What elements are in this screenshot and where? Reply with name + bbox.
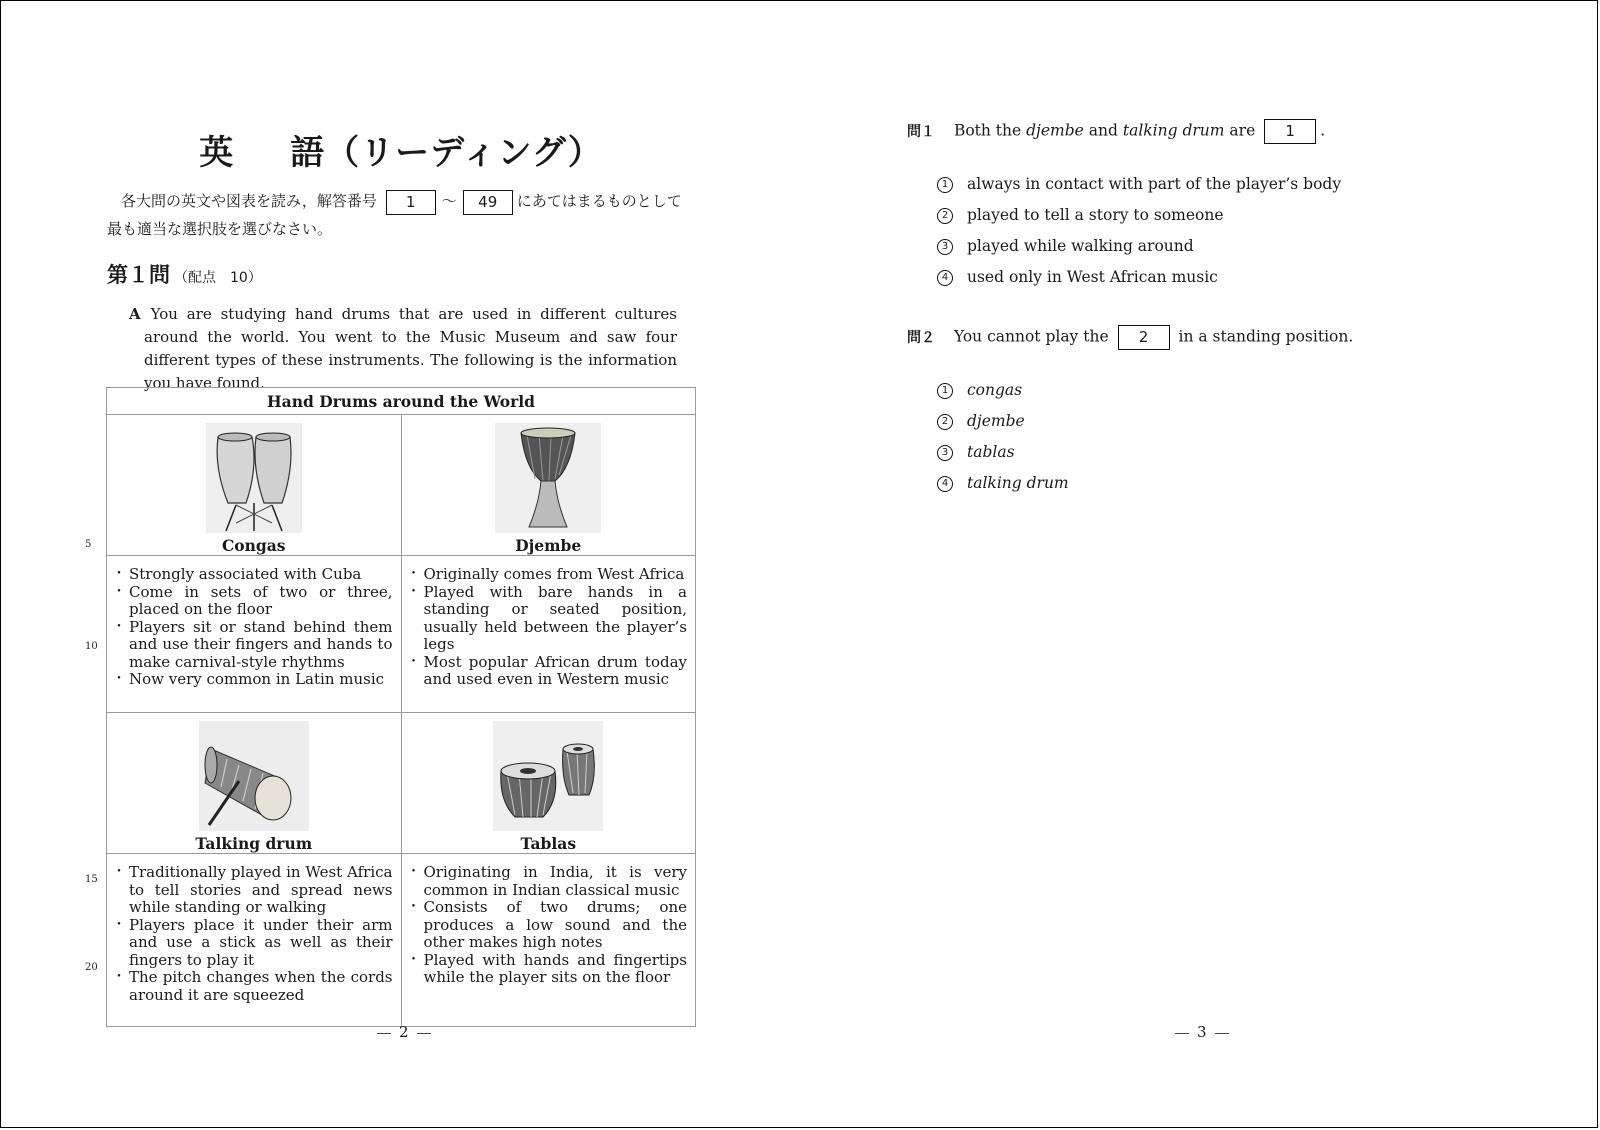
line-number: 5 bbox=[85, 539, 92, 550]
question-2-options bbox=[937, 375, 1069, 499]
option-item[interactable]: 4 talking drum bbox=[937, 468, 1069, 499]
option-number: 3 bbox=[937, 445, 953, 461]
question-label: 問１ bbox=[907, 123, 935, 140]
question-label: 問２ bbox=[907, 329, 935, 346]
answer-blank-box: 1 bbox=[1264, 119, 1316, 144]
option-item[interactable]: 3 tablas bbox=[937, 437, 1069, 468]
right-page bbox=[801, 1, 1599, 1129]
djembe-facts bbox=[401, 556, 696, 713]
hand-drums-table bbox=[106, 387, 696, 1027]
list-item: ・ Originating in India, it is very common in Indian classical music bbox=[412, 864, 688, 899]
list-item: ・ Players place it under their arm and use a stick as well as their fingers to play it bbox=[117, 917, 393, 970]
page-number: 2 bbox=[369, 1023, 439, 1041]
talking-drum-icon bbox=[199, 721, 309, 831]
intro-passage: A You are studying hand drums that are used in different cultures around the world. You went to the Music Museum and saw four different types of these instruments. The following is the information you have found. bbox=[129, 305, 677, 392]
answer-blank-box: 2 bbox=[1118, 325, 1170, 350]
djembe-drum-icon bbox=[495, 423, 601, 533]
option-item[interactable]: 2 djembe bbox=[937, 406, 1069, 437]
drum-name: Tablas bbox=[520, 834, 577, 853]
list-item: ・ Now very common in Latin music bbox=[117, 671, 393, 689]
list-item: ・ Come in sets of two or three, placed on the floor bbox=[117, 584, 393, 619]
page-number: 3 bbox=[1167, 1023, 1237, 1041]
question-1: 問１ Both the djembe and talking drum are 1 . bbox=[907, 119, 1325, 144]
list-item: ・ Most popular African drum today and used even in Western music bbox=[412, 654, 688, 689]
option-item[interactable]: 1 congas bbox=[937, 375, 1069, 406]
answer-number-end-box: 49 bbox=[463, 190, 513, 215]
congas-image-cell bbox=[107, 415, 402, 556]
question-2: 問２ You cannot play the 2 in a standing position. bbox=[907, 325, 1353, 350]
list-item: ・ Originally comes from West Africa bbox=[412, 566, 688, 584]
list-item: ・ Players sit or stand behind them and use their fingers and hands to make carnival-style rhythms bbox=[117, 619, 393, 672]
question-1-options bbox=[937, 169, 1341, 293]
talking-drum-image-cell bbox=[107, 713, 402, 854]
list-item: ・ Played with bare hands in a standing or seated position, usually held between the player’s legs bbox=[412, 584, 688, 654]
option-number: 1 bbox=[937, 177, 953, 193]
option-number: 4 bbox=[937, 476, 953, 492]
option-number: 1 bbox=[937, 383, 953, 399]
option-item[interactable]: 1 always in contact with part of the player’s body bbox=[937, 169, 1341, 200]
line-number: 20 bbox=[85, 962, 98, 973]
list-item: ・ The pitch changes when the cords around it are squeezed bbox=[117, 969, 393, 1004]
part-letter: A bbox=[129, 305, 141, 323]
option-item[interactable]: 3 played while walking around bbox=[937, 231, 1341, 262]
table-title: Hand Drums around the World bbox=[107, 388, 696, 415]
list-item: ・ Strongly associated with Cuba bbox=[117, 566, 393, 584]
option-number: 4 bbox=[937, 270, 953, 286]
left-page bbox=[1, 1, 801, 1129]
list-item: ・ Consists of two drums; one produces a low sound and the other makes high notes bbox=[412, 899, 688, 952]
djembe-image-cell bbox=[401, 415, 696, 556]
tablas-image-cell bbox=[401, 713, 696, 854]
line-number: 10 bbox=[85, 641, 98, 652]
congas-facts bbox=[107, 556, 402, 713]
drum-name: Djembe bbox=[515, 536, 582, 555]
instructions: 各大問の英文や図表を読み，解答番号 1 ～ 49 にあてはまるものとして 最も適当な選択肢を選びなさい。 bbox=[107, 187, 707, 243]
drum-name: Congas bbox=[221, 536, 286, 555]
option-number: 2 bbox=[937, 414, 953, 430]
option-item[interactable]: 4 used only in West African music bbox=[937, 262, 1341, 293]
list-item: ・ Traditionally played in West Africa to tell stories and spread news while standing or walking bbox=[117, 864, 393, 917]
list-item: ・ Played with hands and fingertips while the player sits on the floor bbox=[412, 952, 688, 987]
tablas-facts bbox=[401, 854, 696, 1027]
line-number: 15 bbox=[85, 874, 98, 885]
section-heading: 第１問 （配点 10） bbox=[107, 263, 262, 287]
drum-name: Talking drum bbox=[195, 834, 313, 853]
option-number: 3 bbox=[937, 239, 953, 255]
option-item[interactable]: 2 played to tell a story to someone bbox=[937, 200, 1341, 231]
page-title: 英 語（リーディング） bbox=[199, 133, 603, 173]
option-number: 2 bbox=[937, 208, 953, 224]
talking-drum-facts bbox=[107, 854, 402, 1027]
conga-drums-icon bbox=[206, 423, 302, 533]
tabla-drums-icon bbox=[493, 721, 603, 831]
answer-number-start-box: 1 bbox=[386, 190, 436, 215]
